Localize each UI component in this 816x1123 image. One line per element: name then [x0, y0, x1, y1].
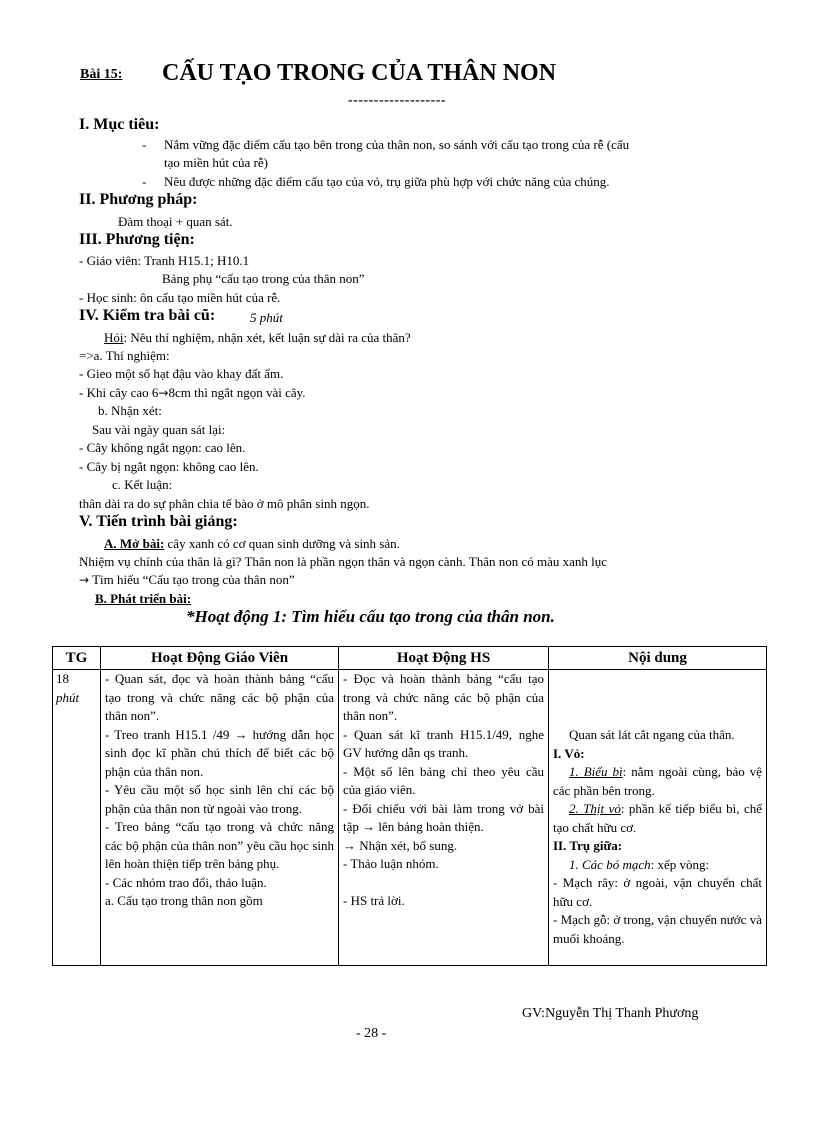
- answer-a2: - Khi cây cao 6→8cm thì ngắt ngọn vài cây.: [79, 385, 306, 400]
- answer-a: =>a. Thí nghiệm:: [79, 348, 170, 363]
- question-text: : Nêu thí nghiệm, nhận xét, kết luận sự dài ra của thân?: [123, 330, 411, 345]
- arrow-icon: →: [79, 573, 90, 587]
- student-activity-6: - Thảo luận nhóm.: [343, 856, 439, 871]
- content-cortex-heading: I. Vỏ:: [553, 745, 585, 761]
- method-text: Đàm thoại + quan sát.: [118, 214, 233, 229]
- tg-unit: phút: [56, 689, 80, 705]
- content-phloem: - Mạch rây: ở ngoài, vận chuyển chất hữu cơ.: [553, 875, 762, 909]
- section-materials-heading: III. Phương tiện:: [79, 231, 195, 248]
- teacher-activity-4: - Treo bảng “cấu tạo trong và chức năng các bộ phận của thân non” yêu cầu học sinh lên hoàn thiện tiếp trên bảng phụ.: [105, 819, 334, 871]
- answer-a1: - Gieo một số hạt đậu vào khay đất ẩm.: [79, 366, 284, 381]
- objective-1: Nắm vững đặc điểm cấu tạo bên trong của thân non, so sánh với cấu tạo trong của rễ (cấu: [164, 137, 630, 152]
- activity-table: [52, 646, 767, 966]
- review-question: [104, 329, 411, 347]
- answer-b: b. Nhận xét:: [98, 403, 162, 418]
- teacher-activity-2: - Treo tranh H15.1 /49 → hướng dẫn học sinh đọc kĩ phần chú thích để biết các bộ phận của thân non.: [105, 726, 334, 779]
- header-student: Hoạt Động HS: [339, 647, 549, 670]
- student-activity-3: - Một số lên bảng chỉ theo yêu cầu của giáo viên.: [343, 763, 544, 797]
- bullet-dash: -: [142, 174, 147, 189]
- objective-1-cont: tạo miền hút của rễ): [164, 155, 268, 170]
- table-header-row: [53, 647, 767, 670]
- materials-teacher: - Giáo viên: Tranh H15.1; H10.1: [79, 253, 250, 268]
- answer-b2: - Cây bị ngắt ngọn: không cao lên.: [79, 459, 259, 474]
- materials-board: Bảng phụ “cấu tạo trong của thân non”: [162, 271, 365, 286]
- content-cell: [549, 670, 767, 966]
- section-method-heading: II. Phương pháp:: [79, 191, 198, 208]
- content-stele-heading: II. Trụ giữa:: [553, 838, 623, 853]
- intro-label: A. Mở bài:: [104, 536, 165, 551]
- section-objectives-heading: I. Mục tiêu:: [79, 116, 160, 133]
- development-label: B. Phát triển bài:: [95, 591, 192, 606]
- answer-b1: - Cây không ngắt ngọn: cao lên.: [79, 440, 246, 455]
- student-activity-1: - Đọc và hoàn thành bảng “cấu tạo trong và chức năng các bộ phận của thân non”.: [343, 671, 544, 723]
- answer-c: c. Kết luận:: [112, 477, 173, 492]
- section-lesson-heading: V. Tiến trình bài giảng:: [79, 513, 238, 530]
- table-row: [53, 670, 767, 966]
- teacher-cell: [101, 670, 339, 966]
- student-activity-2: - Quan sát kĩ tranh H15.1/49, nghe GV hướng dẫn qs tranh.: [343, 726, 544, 760]
- header-tg: TG: [53, 647, 101, 670]
- content-xylem: - Mạch gỗ: ở trong, vận chuyển nước và muối khoáng.: [553, 912, 762, 946]
- materials-student: - Học sinh: ôn cấu tạo miền hút của rễ.: [79, 290, 281, 305]
- content-intro: Quan sát lát cắt ngang của thân.: [569, 727, 735, 742]
- teacher-activity-6: a. Cấu tạo trong thân non gồm: [105, 893, 263, 908]
- header-teacher: Hoạt Động Giáo Viên: [101, 647, 339, 670]
- arrow-icon: →: [158, 386, 169, 400]
- intro-para-2: → Tìm hiểu “Cấu tạo trong của thân non”: [79, 572, 295, 587]
- content-vascular-bundles: 1. Các bó mạch: xếp vòng:: [569, 856, 710, 872]
- intro-text: cây xanh có cơ quan sinh dưỡng và sinh sản.: [164, 536, 400, 551]
- tg-cell: [53, 670, 101, 966]
- section-review-heading: IV. Kiểm tra bài cũ:: [79, 307, 216, 324]
- tg-number: 18: [56, 671, 69, 686]
- page-number: - 28 -: [356, 1026, 387, 1041]
- header-content: Nội dung: [549, 647, 767, 670]
- objective-2: Nêu được những đặc điểm cấu tạo của vỏ, trụ giữa phù hợp với chức năng của chúng.: [164, 174, 610, 189]
- teacher-activity-5: - Các nhóm trao đổi, thảo luận.: [105, 874, 267, 890]
- teacher-activity-1: - Quan sát, đọc và hoàn thành bảng “cấu tạo trong và chức năng các bộ phận của thân non”.: [105, 671, 334, 723]
- title-divider: -------------------: [348, 93, 447, 108]
- intro-line: [104, 535, 400, 553]
- content-cortex-flesh: 2. Thịt vỏ: phần kế tiếp biểu bì, chế tạo chất hữu cơ.: [553, 801, 762, 835]
- review-time: 5 phút: [250, 310, 283, 325]
- lesson-label: Bài 15:: [80, 67, 123, 82]
- student-activity-7: - HS trả lời.: [343, 892, 405, 908]
- answer-c1: thân dài ra do sự phân chia tế bào ở mô phân sinh ngọn.: [79, 496, 370, 511]
- answer-b0: Sau vài ngày quan sát lại:: [92, 422, 226, 437]
- activity-title: *Hoạt động 1: Tìm hiểu cấu tạo trong của thân non.: [186, 607, 555, 626]
- student-activity-4: - Đối chiếu với bài làm trong vở bài tập → lên bảng hoàn thiện.: [343, 800, 544, 834]
- student-activity-5: → Nhận xét, bổ sung.: [343, 837, 458, 853]
- intro-para-1: Nhiệm vụ chính của thân là gì? Thân non là phần ngọn thân và ngọn cành. Thân non có màu xanh lục: [79, 554, 608, 569]
- lesson-title: CẤU TẠO TRONG CỦA THÂN NON: [162, 60, 557, 86]
- bullet-dash: -: [142, 137, 147, 152]
- teacher-activity-3: - Yêu cầu một số học sinh lên chỉ các bộ phận của thân non từ ngoài vào trong.: [105, 782, 334, 816]
- teacher-signature: GV:Nguyễn Thị Thanh Phương: [522, 1006, 699, 1021]
- student-cell: [339, 670, 549, 966]
- question-label: Hỏi: [104, 330, 124, 345]
- content-epidermis: 1. Biểu bì: nằm ngoài cùng, bảo vệ các phần bên trong.: [553, 764, 763, 798]
